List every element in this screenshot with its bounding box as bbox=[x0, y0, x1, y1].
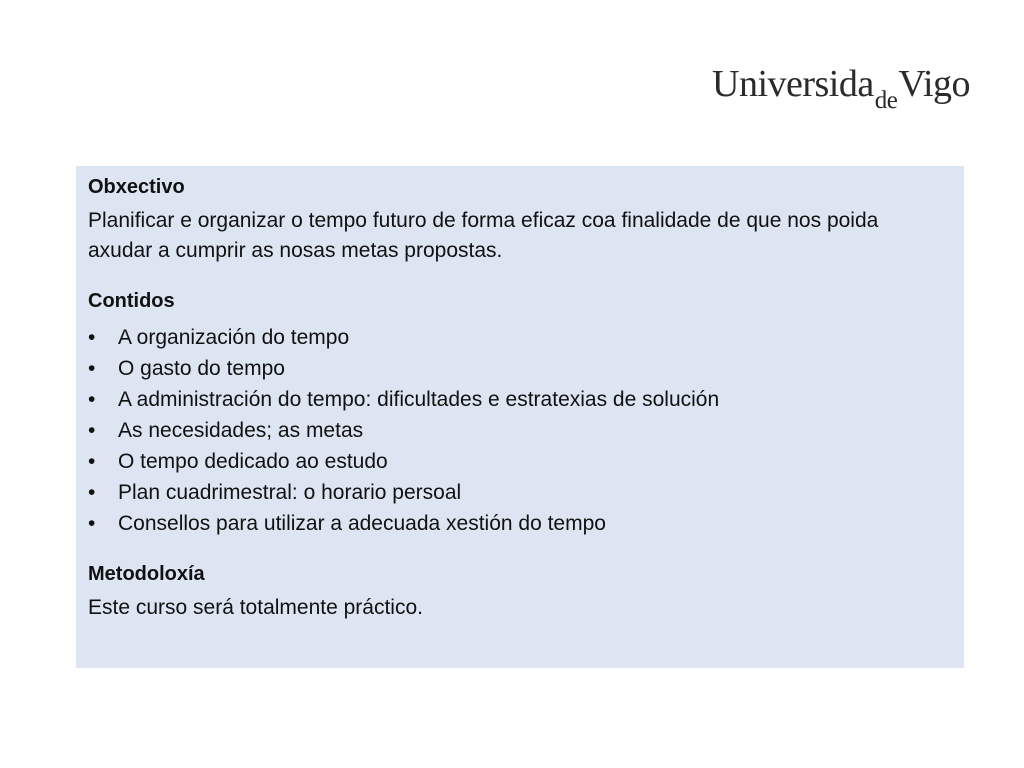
methodology-heading: Metodoloxía bbox=[88, 563, 205, 585]
list-item bbox=[88, 415, 948, 446]
objective-heading: Obxectivo bbox=[88, 176, 185, 198]
list-item-text: A organización do tempo bbox=[118, 326, 350, 349]
list-item bbox=[88, 477, 948, 508]
methodology-text: Este curso será totalmente práctico. bbox=[88, 596, 423, 619]
logo-text-de: de bbox=[874, 87, 898, 114]
list-item-text: A administración do tempo: dificultades e estratexias de solución bbox=[118, 388, 720, 411]
section-spacer bbox=[88, 266, 948, 288]
list-item-text: O gasto do tempo bbox=[118, 357, 285, 380]
section-spacer bbox=[88, 539, 948, 561]
bullet-icon: • bbox=[88, 419, 96, 442]
list-item-text: As necesidades; as metas bbox=[118, 419, 364, 442]
list-item bbox=[88, 508, 948, 539]
list-item-text: O tempo dedicado ao estudo bbox=[118, 450, 388, 473]
university-logo bbox=[712, 62, 971, 114]
list-item-text: Consellos para utilizar a adecuada xestión do tempo bbox=[118, 512, 606, 535]
contents-heading: Contidos bbox=[88, 290, 175, 312]
list-item bbox=[88, 322, 948, 353]
bullet-icon: • bbox=[88, 512, 96, 535]
logo-text-universida: Universida bbox=[712, 63, 874, 105]
bullet-icon: • bbox=[88, 388, 96, 411]
bullet-icon: • bbox=[88, 481, 96, 504]
list-item bbox=[88, 384, 948, 415]
list-item bbox=[88, 446, 948, 477]
objective-text: Planificar e organizar o tempo futuro de forma eficaz coa finalidade de que nos poida axudar a cumprir as nosas metas propostas. bbox=[88, 209, 879, 262]
bullet-icon: • bbox=[88, 450, 96, 473]
list-item-text: Plan cuadrimestral: o horario persoal bbox=[118, 481, 462, 504]
list-item bbox=[88, 353, 948, 384]
bullet-icon: • bbox=[88, 326, 96, 349]
contents-list bbox=[88, 322, 948, 539]
bullet-icon: • bbox=[88, 357, 96, 380]
course-info-panel bbox=[76, 166, 964, 668]
logo-text-vigo: Vigo bbox=[898, 63, 971, 105]
